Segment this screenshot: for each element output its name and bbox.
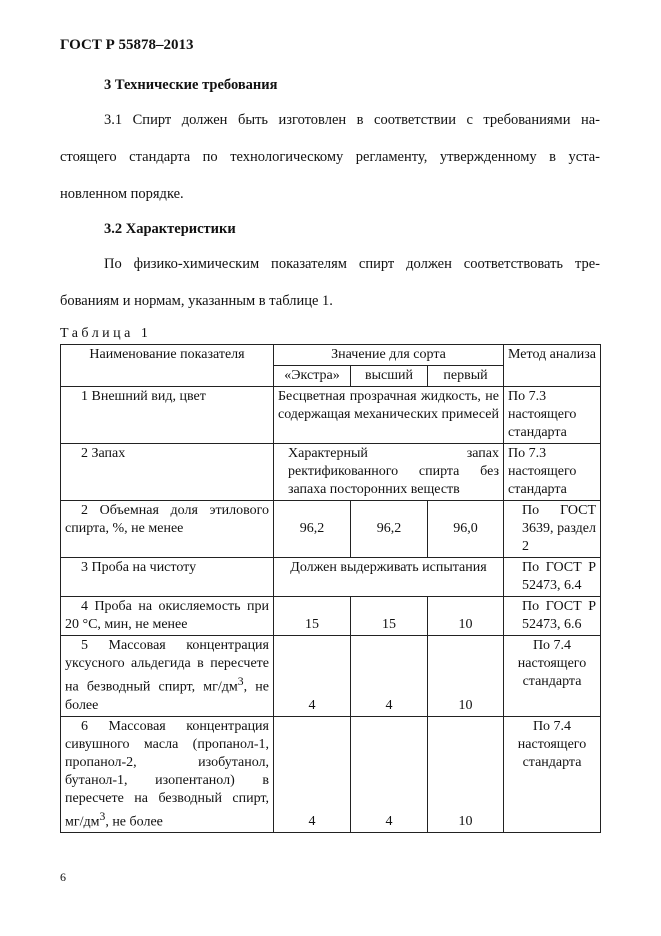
row-value-first: 10 [428, 716, 504, 833]
table-row [61, 716, 601, 833]
table-header-row [61, 345, 601, 366]
table-row [61, 501, 601, 558]
paragraph-line: стоящего стандарта по технологическому регламенту, утвержденному в уста- [60, 149, 600, 165]
table-row [61, 387, 601, 444]
row-value-extra: 4 [274, 636, 351, 717]
superscript: 3 [237, 675, 244, 688]
row-name [61, 636, 274, 717]
table-row [61, 444, 601, 501]
paragraph-3-2 [60, 246, 600, 320]
paragraph-line: 3.1 Спирт должен быть изготовлен в соответствии с требованиями на- [104, 112, 600, 128]
column-header-grade-highest: высший [351, 366, 428, 387]
row-name [61, 716, 274, 833]
row-name-text: , не более [65, 679, 269, 713]
row-value-extra: 4 [274, 716, 351, 833]
paragraph-line: По физико-химическим показателям спирт должен соответствовать тре- [104, 256, 600, 272]
paragraph-line: бованиям и нормам, указанным в таблице 1. [60, 293, 333, 309]
row-value-merged: Бесцветная прозрачная жидкость, не содержащая механических примесей [274, 387, 504, 444]
row-name: 3 Проба на чистоту [61, 558, 274, 597]
row-value-merged: Характерный запах ректификованного спирта без запаха посторонних веществ [274, 444, 504, 501]
paragraph-3-1 [60, 102, 600, 213]
row-value-first: 10 [428, 636, 504, 717]
superscript: 3 [99, 809, 106, 823]
column-header-grade-extra: «Экстра» [274, 366, 351, 387]
row-name: 4 Проба на окисляемость при 20 °С, мин, не менее [61, 597, 274, 636]
row-value-highest: 15 [351, 597, 428, 636]
column-header-grade-first: первый [428, 366, 504, 387]
table-row [61, 558, 601, 597]
row-value-highest: 4 [351, 716, 428, 833]
row-value-merged: Должен выдерживать испытания [274, 558, 504, 597]
row-method: По 7.3 настоящего стандарта [504, 387, 601, 444]
row-value-first: 10 [428, 597, 504, 636]
row-value-extra: 96,2 [274, 501, 351, 558]
row-value-highest: 96,2 [351, 501, 428, 558]
row-method: По ГОСТ Р 52473, 6.6 [504, 597, 601, 636]
row-value-extra: 15 [274, 597, 351, 636]
subsection-3-2-title: 3.2 Характеристики [104, 221, 236, 237]
row-name: 2 Объемная доля этилового спирта, %, не менее [61, 501, 274, 558]
row-name: 2 Запах [61, 444, 274, 501]
column-header-method: Метод анализа [504, 345, 601, 387]
specification-table [60, 344, 601, 833]
row-method: По 7.3 настоящего стандарта [504, 444, 601, 501]
document-header: ГОСТ Р 55878–2013 [60, 37, 194, 53]
row-name-text: 6 Массовая концентрация сивушного масла (пропанол-1, пропанол-2, изобутанол, бутанол-1, изопентанол) в пересчете на безводный спирт, мг/дм [65, 718, 269, 830]
page-number: 6 [60, 870, 66, 884]
row-method: По 7.4 настоящего стандарта [504, 716, 601, 833]
row-value-first: 96,0 [428, 501, 504, 558]
table-caption: Таблица 1 [60, 326, 152, 341]
row-name: 1 Внешний вид, цвет [61, 387, 274, 444]
row-method: По 7.4 настоящего стандарта [504, 636, 601, 717]
table-row [61, 636, 601, 717]
row-method: По ГОСТ Р 52473, 6.4 [504, 558, 601, 597]
row-name-text: 5 Массовая концентрация уксусного альдегида в пересчете на безводный спирт, мг/дм [65, 638, 269, 695]
column-header-name: Наименование показателя [61, 345, 274, 387]
row-method: По ГОСТ 3639, раздел 2 [504, 501, 601, 558]
table-row [61, 597, 601, 636]
row-name-text: , не более [105, 814, 163, 830]
row-value-highest: 4 [351, 636, 428, 717]
section-3-title: 3 Технические требования [104, 77, 278, 93]
paragraph-line: новленном порядке. [60, 186, 184, 202]
column-header-value: Значение для сорта [274, 345, 504, 366]
